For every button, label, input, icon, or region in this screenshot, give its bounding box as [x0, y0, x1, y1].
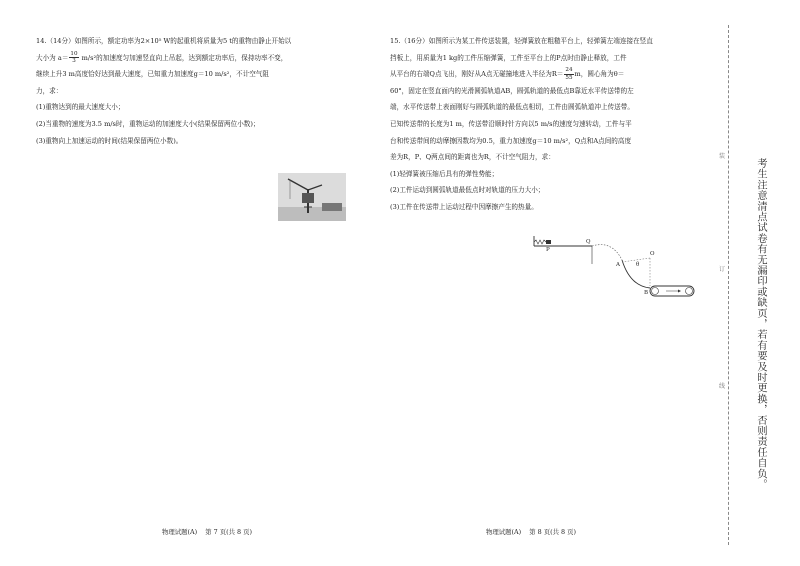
conveyor-diagram: [526, 236, 696, 306]
binding-notice: 考生注意清点试卷有无漏印或缺页，若有要及时更换，否则责任自负。: [755, 158, 766, 490]
q15-line5: 端，水平传送带上表面刚好与圆弧轨道的最低点相切，工件由圆弧轨道冲上传送带。: [390, 103, 634, 112]
arrow-head-icon: [678, 290, 681, 293]
acceleration-fraction: $\frac{10}{3}$: [70, 50, 78, 65]
q15-sub1: (1)轻弹簧被压缩后具有的弹性势能；: [390, 169, 499, 178]
q14-line4: 力，求：: [36, 86, 63, 95]
q15-line3: 从平台的右端Q点飞出，刚好从A点无碰撞地进入半径为R＝ $\frac{24}{55}$ m，圆心角为θ＝: [390, 67, 625, 81]
label-a: A: [616, 262, 620, 268]
binding-label-top: 装: [719, 150, 725, 161]
label-o: O: [650, 251, 655, 257]
label-theta: θ: [636, 262, 640, 268]
question-14: [36, 33, 366, 149]
label-p: P: [546, 247, 550, 253]
q14-line2: 大小为 a＝ $\frac{10}{3}$ m/s²的加速度匀加速竖直向上吊起，达到额定功率后，保持功率不变，: [36, 50, 288, 65]
q15-line1: 15.（16分）如图所示为某工件传送装置，轻弹簧放在粗糙平台上，轻弹簧左端连接在竖直: [390, 37, 653, 45]
left-footer-page: 第 7 页(共 8 页): [205, 528, 252, 536]
radius-fraction: $\frac{24}{55}$: [565, 67, 573, 81]
right-footer: [486, 527, 584, 536]
q14-sub1: (1)重物达到的最大速度大小；: [36, 103, 125, 112]
q15-line6: 已知传送带的长度为1 m，传送带沿顺时针方向以5 m/s的速度匀速转动，工件与平: [390, 119, 632, 128]
binding-label-mid: 订: [719, 263, 725, 274]
label-b: B: [644, 290, 649, 296]
q15-sub3: (3)工件在传送带上运动过程中因摩擦产生的热量。: [390, 202, 538, 211]
question-15: [390, 33, 710, 216]
q14-sub3: (3)重物向上加速运动的时间(结果保留两位小数)。: [36, 136, 183, 145]
q15-line4: 60°，固定在竖直面内的光滑圆弧轨道AB，圆弧轨道的最低点B靠近水平传送带的左: [390, 86, 634, 95]
q15-line2: 挡板上，用质量为1 kg的工件压缩弹簧，工件至平台上的P点时由静止释放，工件: [390, 53, 627, 62]
q14-line1: 14.（14分）如图所示，额定功率为2×10⁵ W的起重机将质量为5 t的重物由静止开始以: [36, 37, 292, 45]
q15-line7: 台和传送带间的动摩擦因数均为0.5，重力加速度g＝10 m/s²，Q点和A点间的高度: [390, 136, 632, 145]
label-q: Q: [586, 239, 591, 245]
spring-icon: [534, 240, 546, 244]
binding-label-bottom: 线: [719, 380, 725, 391]
right-footer-page: 第 8 页(共 8 页): [529, 528, 576, 536]
workpiece-block: [546, 240, 551, 244]
q15-sub2: (2)工件运动到圆弧轨道最低点时对轨道的压力大小；: [390, 186, 545, 195]
binding-dashed-line: [728, 25, 729, 545]
pulley-right: [686, 288, 693, 295]
crane-image: [278, 173, 346, 221]
right-footer-title: 物理试题(A): [486, 528, 522, 536]
pulley-left: [652, 288, 659, 295]
q14-line3: 继续上升3 m高度恰好达到最大速度，已知重力加速度g＝10 m/s²，不计空气阻: [36, 70, 269, 79]
q15-line8: 差为R，P、Q两点间的距离也为R，不计空气阻力，求：: [390, 153, 555, 162]
left-footer: [162, 527, 260, 536]
left-footer-title: 物理试题(A): [162, 528, 198, 536]
crane-photo: [278, 173, 346, 221]
q14-sub2: (2)当重物的速度为3.5 m/s时，重物运动的加速度大小(结果保留两位小数)；: [36, 119, 260, 128]
trajectory-dashed: [592, 245, 622, 260]
